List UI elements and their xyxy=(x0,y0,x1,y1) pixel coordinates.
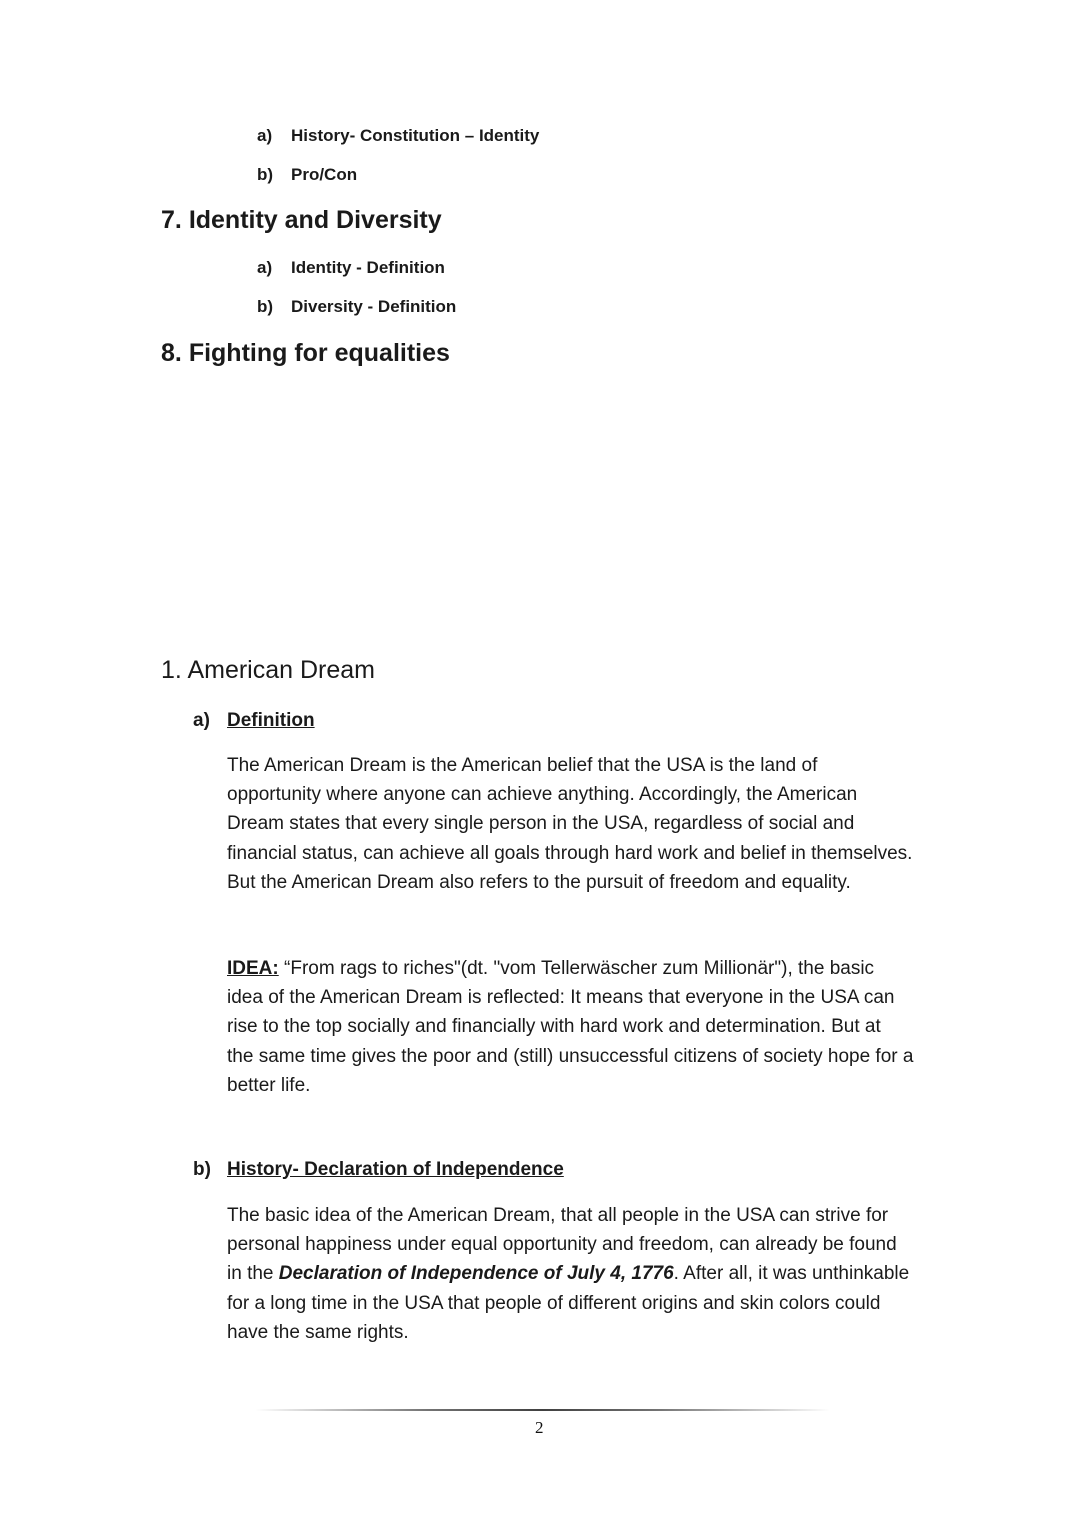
subsection-heading-definition xyxy=(193,710,315,732)
heading-number: 8. xyxy=(161,339,182,367)
paragraph-line: rise to the top socially and financially with hard work and determination. But at xyxy=(227,1016,881,1038)
toc-item-pro-con xyxy=(257,165,357,185)
toc-item-diversity-definition xyxy=(257,297,456,317)
toc-item-text: History- Constitution – Identity xyxy=(291,126,540,145)
toc-item-text: Diversity - Definition xyxy=(291,297,457,316)
paragraph-line: opportunity where anyone can achieve anything. Accordingly, the American xyxy=(227,784,858,806)
paragraph-line: But the American Dream also refers to the pursuit of freedom and equality. xyxy=(227,871,851,893)
paragraph-line: the same time gives the poor and (still) unsuccessful citizens of society hope for a xyxy=(227,1045,914,1067)
toc-item-label: a) xyxy=(257,126,273,145)
line-text: . After all, it was unthinkable xyxy=(673,1263,910,1285)
subsection-title: Definition xyxy=(227,710,315,731)
subsection-label: a) xyxy=(193,710,210,731)
paragraph-line: better life. xyxy=(227,1074,311,1096)
paragraph-line: for a long time in the USA that people of different origins and skin colors could xyxy=(227,1292,881,1314)
heading-title: Fighting for equalities xyxy=(188,339,450,367)
toc-item-label: a) xyxy=(257,258,273,277)
heading-title: American Dream xyxy=(187,656,375,684)
toc-item-label: b) xyxy=(257,297,274,316)
toc-item-identity-definition xyxy=(257,258,445,278)
declaration-emphasis: Declaration of Independence of July 4, 1776 xyxy=(278,1263,674,1285)
paragraph-line: financial status, can achieve all goals through hard work and belief in themselves. xyxy=(227,842,913,864)
line-text: in the xyxy=(227,1263,279,1285)
paragraph-line: Dream states that every single person in the USA, regardless of social and xyxy=(227,813,855,835)
page-number: 2 xyxy=(535,1418,544,1437)
paragraph-line xyxy=(227,954,957,983)
paragraph-line: The American Dream is the American belief that the USA is the land of xyxy=(227,755,818,776)
subsection-title: History- Declaration of Independence xyxy=(227,1159,564,1180)
heading-number: 1. xyxy=(161,656,182,684)
history-paragraph xyxy=(227,1201,957,1347)
definition-paragraph xyxy=(227,751,957,897)
toc-item-history-constitution xyxy=(257,126,539,146)
paragraph-line: The basic idea of the American Dream, that all people in the USA can strive for xyxy=(227,1205,889,1226)
idea-paragraph xyxy=(227,954,957,1100)
subsection-label: b) xyxy=(193,1159,211,1180)
idea-label: IDEA: xyxy=(227,958,279,979)
paragraph-line: idea of the American Dream is reflected: It means that everyone in the USA can xyxy=(227,987,895,1009)
paragraph-line: have the same rights. xyxy=(227,1321,409,1343)
heading-title: Identity and Diversity xyxy=(188,206,442,234)
toc-heading-fighting-equalities xyxy=(161,339,450,368)
paragraph-line xyxy=(227,1259,957,1288)
heading-number: 7. xyxy=(161,206,182,234)
idea-first-line: “From rags to riches"(dt. "vom Tellerwäscher zum Millionär"), the basic xyxy=(278,958,875,979)
section-heading-american-dream xyxy=(161,656,375,685)
toc-item-text: Pro/Con xyxy=(291,165,358,184)
toc-item-text: Identity - Definition xyxy=(291,258,445,277)
subsection-heading-history-declaration xyxy=(193,1159,564,1181)
footer-divider xyxy=(255,1409,830,1411)
toc-heading-identity-diversity xyxy=(161,206,442,235)
toc-item-label: b) xyxy=(257,165,274,184)
paragraph-line: personal happiness under equal opportunity and freedom, can already be found xyxy=(227,1234,897,1256)
